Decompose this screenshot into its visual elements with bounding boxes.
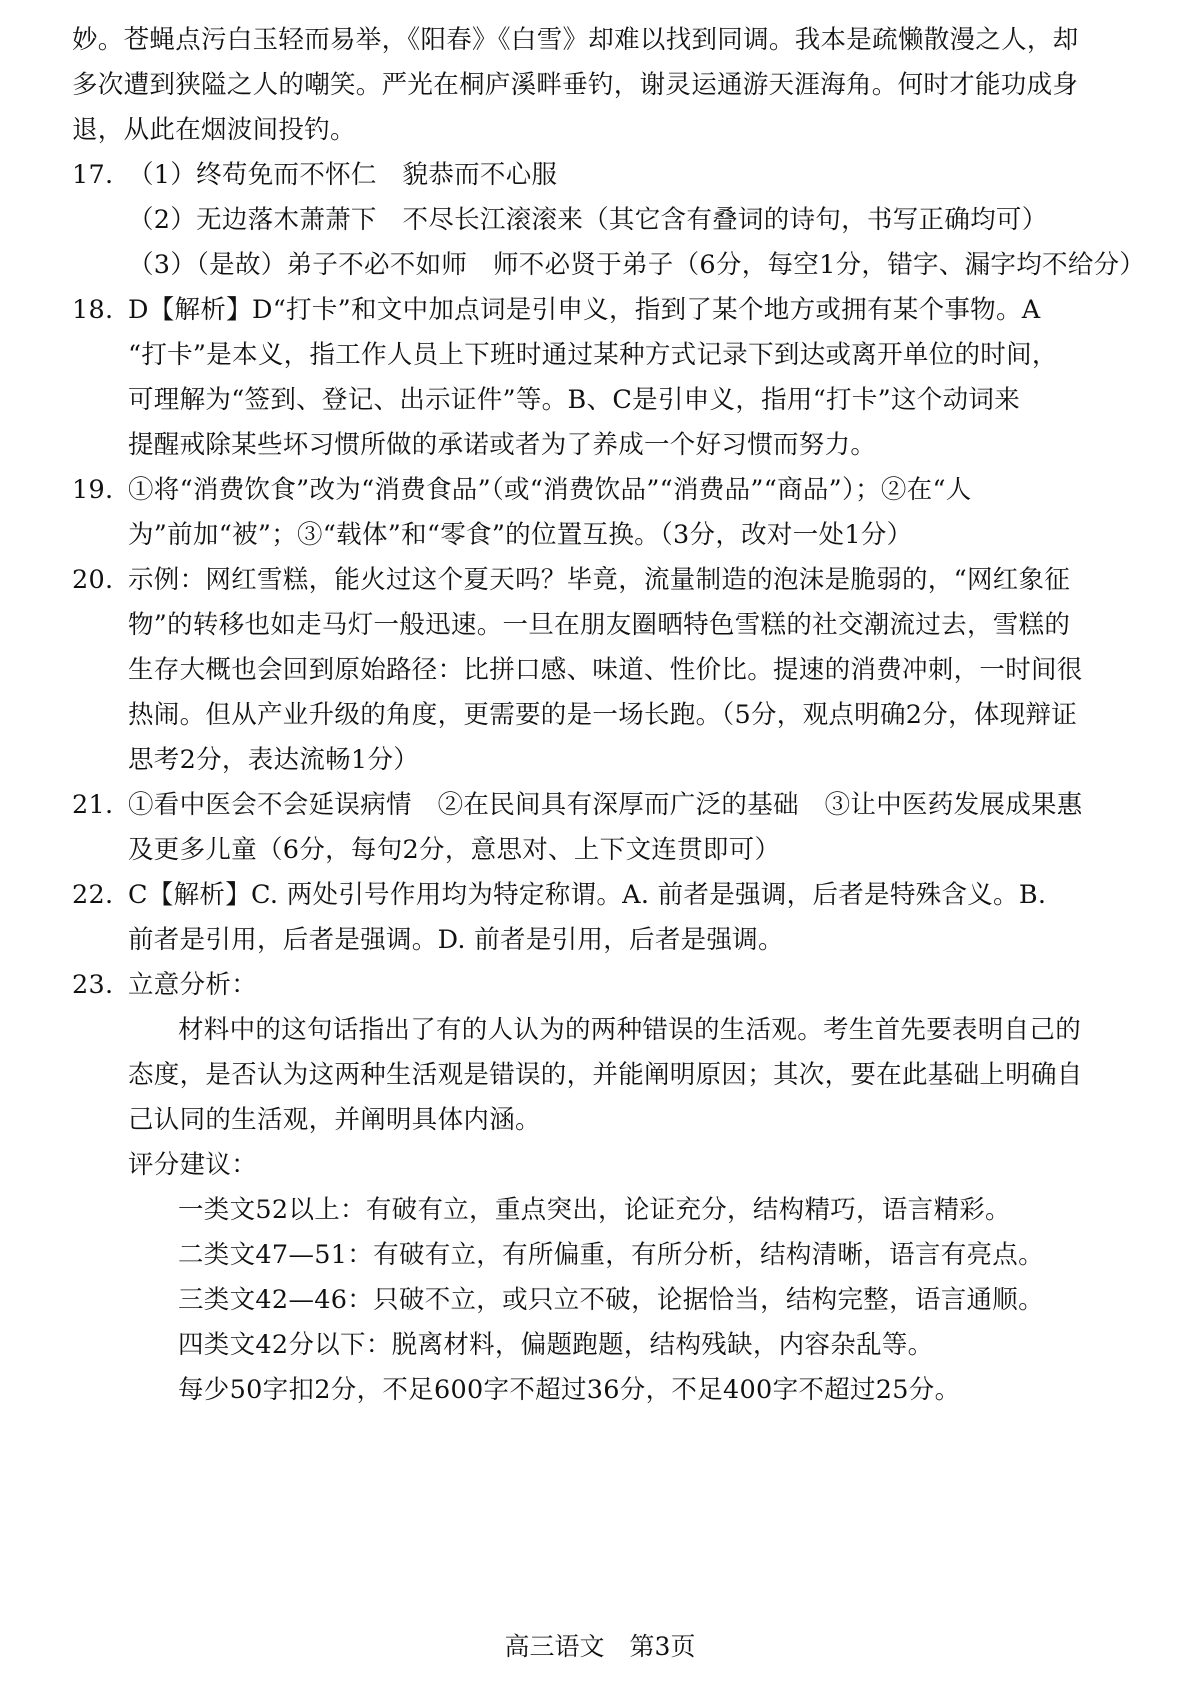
text-line: 己认同的生活观，并阐明具体内涵。 (128, 1105, 541, 1135)
question-19 (72, 468, 1134, 558)
page-footer: 高三语文 第3页 (504, 1632, 696, 1661)
text-line: ①看中医会不会延误病情 ②在民间具有深厚而广泛的基础 ③让中医药发展成果惠 (128, 790, 1083, 820)
text-line: （1）终苟免而不怀仁 貌恭而不心服 (128, 160, 558, 190)
question-20 (72, 558, 1134, 783)
section-heading: 立意分析： (128, 970, 258, 1000)
text-line: 物”的转移也如走马灯一般迅速。一旦在朋友圈晒特色雪糕的社交潮流过去，雪糕的 (128, 610, 1071, 640)
question-23 (72, 963, 1134, 1413)
text-line: 妙。苍蝇点污白玉轻而易举，《阳春》《白雪》却难以找到同调。我本是疏懒散漫之人，却 (72, 25, 1079, 55)
question-number: 19. (72, 475, 114, 505)
text-line: 材料中的这句话指出了有的人认为的两种错误的生活观。考生首先要表明自己的 (178, 1015, 1082, 1045)
text-line: 示例：网红雪糕，能火过这个夏天吗？毕竟，流量制造的泡沫是脆弱的，“网红象征 (128, 565, 1071, 595)
answer-body (128, 963, 1134, 1413)
text-line: （2）无边落木萧萧下 不尽长江滚滚来（其它含有叠词的诗句，书写正确均可） (128, 205, 1048, 235)
text-line: 为”前加“被”；③“载体”和“零食”的位置互换。（3分，改对一处1分） (128, 520, 913, 550)
grading-line: 四类文42分以下：脱离材料，偏题跑题，结构残缺，内容杂乱等。 (178, 1330, 934, 1360)
text-line: 生存大概也会回到原始路径：比拼口感、味道、性价比。提速的消费冲刺，一时间很 (128, 655, 1083, 685)
text-line: 多次遭到狭隘之人的嘲笑。严光在桐庐溪畔垂钓，谢灵运通游天涯海角。何时才能功成身 (72, 70, 1079, 100)
answer-body (128, 558, 1134, 783)
question-21 (72, 783, 1134, 873)
grading-line: 一类文52以上：有破有立，重点突出，论证充分，结构精巧，语言精彩。 (178, 1195, 1011, 1225)
text-line: ①将“消费饮食”改为“消费食品”（或“消费饮品”“消费品”“商品”）；②在“人 (128, 475, 972, 505)
question-18 (72, 288, 1134, 468)
question-17 (72, 153, 1146, 288)
answer-body (128, 288, 1134, 468)
text-line: 可理解为“签到、登记、出示证件”等。B、C是引申义，指用“打卡”这个动词来 (128, 385, 1020, 415)
answer-body (128, 783, 1134, 873)
section-heading: 评分建议： (128, 1150, 258, 1180)
question-number: 22. (72, 880, 114, 910)
grading-line: 二类文47—51：有破有立，有所偏重，有所分析，结构清晰，语言有亮点。 (178, 1240, 1044, 1270)
answer-body (128, 153, 1145, 288)
answer-content (72, 18, 1146, 1413)
question-22 (72, 873, 1134, 963)
q16-translation-continuation (72, 18, 1134, 153)
text-line: 提醒戒除某些坏习惯所做的承诺或者为了养成一个好习惯而努力。 (128, 430, 877, 460)
question-number: 17. (72, 160, 114, 190)
text-line: （3）（是故）弟子不必不如师 师不必贤于弟子（6分，每空1分，错字、漏字均不给分） (128, 250, 1146, 280)
grading-line: 三类文42—46：只破不立，或只立不破，论据恰当，结构完整，语言通顺。 (178, 1285, 1044, 1315)
text-line: 前者是引用，后者是强调。D. 前者是引用，后者是强调。 (128, 925, 784, 955)
grading-line: 每少50字扣2分，不足600字不超过36分，不足400字不超过25分。 (178, 1375, 961, 1405)
text-line: 思考2分，表达流畅1分） (128, 745, 420, 775)
text-line: 及更多儿童（6分，每句2分，意思对、上下文连贯即可） (128, 835, 781, 865)
question-number: 18. (72, 295, 114, 325)
answer-body (128, 468, 1134, 558)
question-number: 20. (72, 565, 114, 595)
answer-body (128, 873, 1134, 963)
text-line: “打卡”是本义，指工作人员上下班时通过某种方式记录下到达或离开单位的时间， (128, 340, 1058, 370)
question-number: 23. (72, 970, 114, 1000)
text-line: 热闹。但从产业升级的角度，更需要的是一场长跑。（5分，观点明确2分，体现辩证 (128, 700, 1078, 730)
text-line: 退，从此在烟波间投钓。 (72, 115, 356, 145)
text-line: 态度，是否认为这两种生活观是错误的，并能阐明原因；其次，要在此基础上明确自 (128, 1060, 1083, 1090)
question-number: 21. (72, 790, 114, 820)
text-line: D【解析】D“打卡”和文中加点词是引申义，指到了某个地方或拥有某个事物。A (128, 295, 1041, 325)
text-line: C【解析】C. 两处引号作用均为特定称谓。A. 前者是强调，后者是特殊含义。B. (128, 880, 1047, 910)
